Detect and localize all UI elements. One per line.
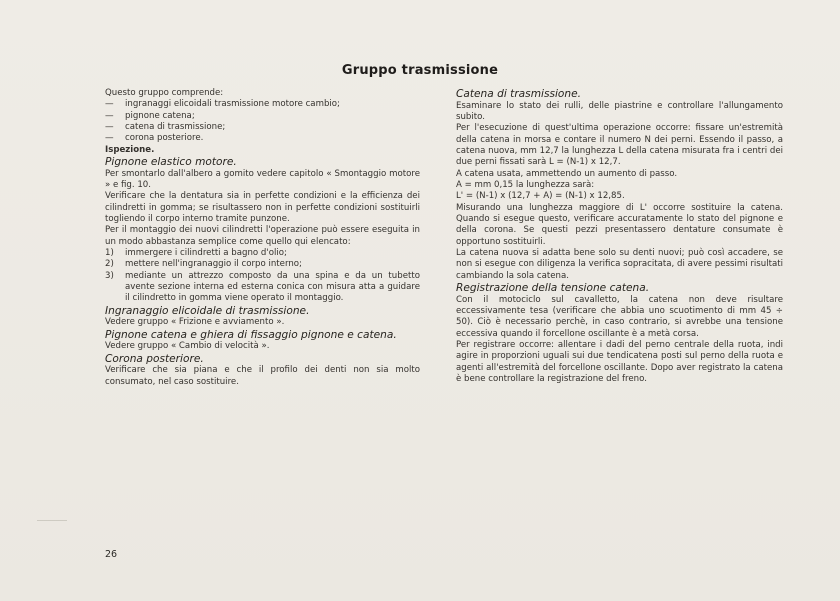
formula: A = mm 0,15 la lunghezza sarà: [456, 180, 595, 190]
numbered-step: 3) mediante un attrezzo composto da una spina e da un tubetto avente sezione interna ed esterna conica con misura atta a guidare il cilindretto in gomma viene operato il montaggio. [105, 270, 420, 304]
paragraph: A catena usata, ammettendo un aumento di passo. [456, 168, 678, 179]
margin-mark [37, 520, 67, 521]
paragraph: Vedere gruppo « Cambio di velocità ». [105, 341, 270, 352]
paragraph: Con il motociclo sul cavalletto, la catena non deve risultare eccessivamente tesa (verificare che abbia uno scuotimento di mm 45 ÷ 50). Ciò è necessario perchè, in caso contrario, si avrebbe una tensione eccessiva quando il forcellone oscillante è a metà corsa. [456, 294, 783, 339]
paragraph: Per smontarlo dall'albero a gomito vedere capitolo « Smontaggio motore » e fig. 10. [105, 168, 420, 190]
list-item: — corona posteriore. [105, 133, 204, 144]
paragraph: Verificare che la dentatura sia in perfette condizioni e la efficienza dei cilindretti in gomma; se risultassero non in perfette condizioni sostituirli togliendo il corpo interno tramite punzone. [105, 191, 420, 225]
paragraph: Per l'esecuzione di quest'ultima operazione occorre: fissare un'estremità della catena in morsa e contare il numero N dei perni. Essendo il passo, a catena nuova, mm 12,7 la lunghezza L della catena misurata fra i centri dei due perni fissati sarà L = (N-1) x 12,7. [456, 123, 783, 168]
paragraph: Verificare che sia piana e che il profilo dei denti non sia molto consumato, nel caso sostituire. [105, 365, 420, 387]
heading-corona: Corona posteriore. [105, 352, 204, 365]
paragraph: Per il montaggio dei nuovi cilindretti l'operazione può essere eseguita in un modo abbastanza semplice come quello qui elencato: [105, 225, 420, 247]
left-column [105, 88, 420, 388]
heading-registrazione: Registrazione della tensione catena. [456, 282, 650, 295]
right-column [456, 88, 783, 385]
paragraph: La catena nuova si adatta bene solo su denti nuovi; può così accadere, se non si esegue con diligenza la verifica sopracitata, di avere pessimi risultati cambiando la sola catena. [456, 248, 783, 281]
list-item: — pignone catena; [105, 110, 195, 121]
paragraph: Misurando una lunghezza maggiore di L' occorre sostituire la catena. Quando si esegue questo, verificare accuratamente lo stato del pignone e della corona. Se questi pezzi presentassero dentature consumate è opportuno sostituirli. [456, 202, 783, 247]
heading-catena: Catena di trasmissione. [456, 88, 582, 100]
numbered-step: 1) immergere i cilindretti a bagno d'olio; [105, 248, 287, 259]
heading-pignone-elastico: Pignone elastico motore. [105, 156, 237, 169]
heading-ingranaggio: Ingranaggio elicoidale di trasmissione. [105, 304, 310, 317]
paragraph: Esaminare lo stato dei rulli, delle piastrine e controllare l'allungamento subito. [456, 100, 783, 122]
page-number: 26 [105, 549, 118, 560]
paragraph: Per registrare occorre: allentare i dadi del perno centrale della ruota, indi agire in proporzioni uguali sui due tendicatena posti sul perno della ruota e agenti all'estremità del forcellone oscillante. Dopo aver registrato la catena è bene controllare la registrazione del freno. [456, 340, 783, 385]
list-item: — catena di trasmissione; [105, 122, 226, 133]
paragraph: Vedere gruppo « Frizione e avviamento ». [105, 317, 285, 328]
section-heading-ispezione: Ispezione. [105, 144, 155, 155]
heading-pignone-catena: Pignone catena e ghiera di fissaggio pignone e catena. [105, 328, 397, 341]
intro-text: Questo gruppo comprende: [105, 88, 224, 98]
list-item: — ingranaggi elicoidali trasmissione motore cambio; [105, 99, 340, 110]
page-title: Gruppo trasmissione [341, 63, 499, 78]
formula: L' = (N-1) x (12,7 + A) = (N-1) x 12,85. [456, 191, 625, 202]
numbered-step: 2) mettere nell'ingranaggio il corpo interno; [105, 259, 302, 270]
